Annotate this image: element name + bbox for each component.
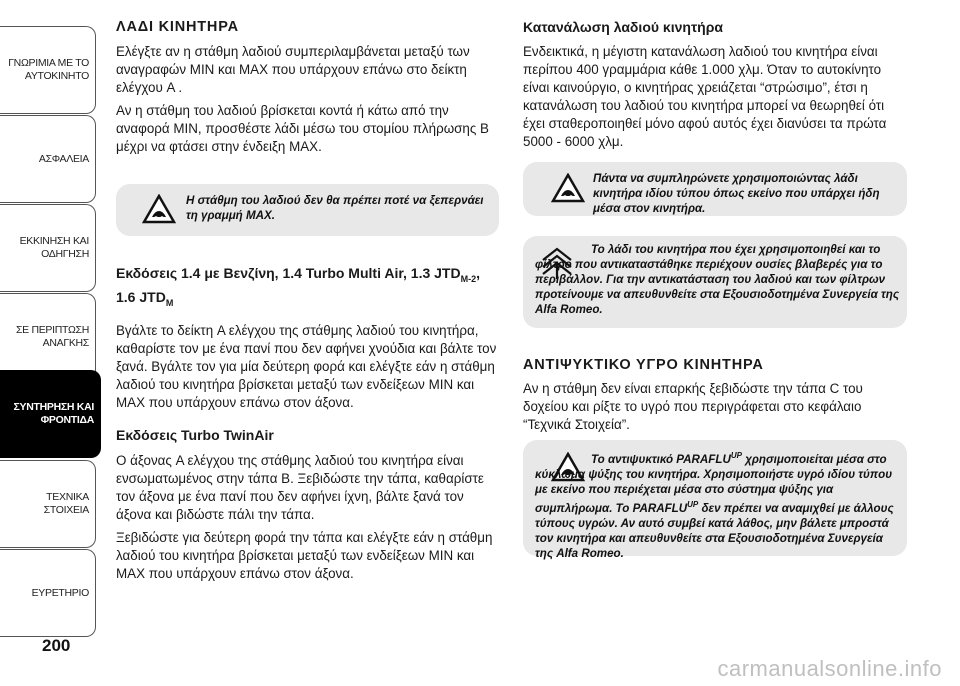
note-text: Η στάθμη του λαδιού δεν θα πρέπει ποτέ να ξεπερνάει τη γραμμή MAX.: [186, 194, 484, 222]
tab-getting-to-know[interactable]: [0, 26, 96, 114]
section-title-engine-oil: ΛΑΔΙ ΚΙΝΗΤΗΡΑ: [116, 19, 239, 35]
environment-note-used-oil: [523, 236, 907, 328]
superscript: UP: [687, 499, 699, 509]
paragraph: Ενδεικτικά, η μέγιστη κατανάλωση λαδιού του κινητήρα είναι περίπου 400 γραμμάρια κάθε 1.000 χλμ. Όταν το αυτοκίνητο είναι καινούργιο, ο κινητήρας χρειάζεται “στρώσιμο”, έτσι η κατανάλωση του λαδιού του κινητήρα μπορεί να θεωρηθεί ότι έχει σταθεροποιηθεί μόνο αφού αυτός έχει διανύσει τα πρώτα 5000 - 6000 χλμ.: [523, 44, 887, 149]
paragraph: Ο άξονας A ελέγχου της στάθμης λαδιού του κινητήρα είναι ενσωματωμένος στην τάπα B. Ξεβιδώστε την τάπα, καθαρίστε τον άξονα με ένα πανί που δεν αφήνει ίχνη, βάλτε ξανά τον άξονα και βιδώστε πάλι την τάπα.: [116, 452, 484, 522]
warning-triangle-icon: [551, 173, 585, 203]
note-text-part: Το αντιψυκτικό PARAFLU: [591, 452, 731, 466]
page-number: 200: [42, 636, 71, 655]
tab-emergency[interactable]: [0, 293, 96, 381]
subscript: M: [165, 297, 174, 308]
tab-label: ΣΕ ΠΕΡΙΠΤΩΣΗ ΑΝΑΓΚΗΣ: [15, 324, 89, 349]
left-column: [116, 18, 501, 161]
left-column-lower: [116, 264, 501, 588]
tab-label: ΤΕΧΝΙΚΑ ΣΤΟΙΧΕΙΑ: [43, 491, 89, 516]
tab-label: ΣΥΝΤΗΡΗΣΗ ΚΑΙ ΦΡΟΝΤΙΔΑ: [13, 401, 94, 426]
paragraph: Ξεβιδώστε για δεύτερη φορά την τάπα και ελέγξτε εάν η στάθμη λαδιού του κινητήρα βρίσκεται μεταξύ των ενδείξεων MIN και MAX που υπάρχουν επάνω στον άξονα.: [116, 529, 493, 581]
tab-label: ΕΥΡΕΤΗΡΙΟ: [31, 586, 89, 599]
tab-safety[interactable]: [0, 115, 96, 203]
note-text-part: δεν πρέπει να αναμιχθεί με άλλους τύπους υγρών. Αν αυτό συμβεί κατά λάθος, μην βάλετε μπροστά τον κινητήρα και απευθυνθείτε στα Εξουσιοδοτημένα Συνεργεία της Alfa Romeo.: [535, 501, 894, 560]
subheading-twinair: Εκδόσεις Turbo TwinAir: [116, 426, 274, 443]
paragraph: Αν η στάθμη δεν είναι επαρκής ξεβιδώστε την τάπα C του δοχείου και ρίξτε το υγρό που περιγράφεται στο κεφάλαιο “Τεχνικά Στοιχεία”.: [523, 381, 863, 432]
tab-maintenance[interactable]: [0, 370, 101, 458]
section-title-coolant: ΑΝΤΙΨΥΚΤΙΚΟ ΥΓΡΟ ΚΙΝΗΤΗΡΑ: [523, 357, 764, 373]
tab-label: ΑΣΦΑΛΕΙΑ: [38, 152, 89, 165]
subscript: M-2: [460, 273, 477, 284]
chapter-tabs: [0, 0, 102, 686]
note-text-part: χρησιμοποιείται μέσα στο κύκλωμα ψύξης του κινητήρα. Χρησιμοποιήστε υγρό ιδίου τύπου με εκείνο που περιέχεται μέσα στο σύστημα ψύξης για συμπλήρωμα. Το PARAFLU: [535, 452, 893, 515]
warning-triangle-icon: [142, 194, 176, 224]
right-column: [523, 18, 908, 156]
note-text: Το λάδι του κινητήρα που έχει χρησιμοποιηθεί και το φίλτρο που αντικαταστάθηκε περιέχουν ουσίες βλαβερές για το περιβάλλον. Για την αντικατάσταση του λαδιού και των φίλτρων προτείνουμε να απευθυνθείτε στα Εξουσιοδοτημένα Συνεργεία της Alfa Romeo.: [535, 243, 900, 316]
note-text: Πάντα να συμπληρώνετε χρησιμοποιώντας λάδι κινητήρα ιδίου τύπου όπως εκείνο που υπάρχει ήδη μέσα στον κινητήρα.: [593, 172, 880, 215]
superscript: UP: [730, 451, 742, 460]
subheading-petrol-diesel: [116, 264, 501, 312]
paragraph: Βγάλτε το δείκτη A ελέγχου της στάθμης λαδιού του κινητήρα, καθαρίστε τον με ένα πανί που δεν αφήνει χνούδια και βάλτε τον ξανά. Βγάλτε τον για μία δεύτερη φορά και ελέγξτε εάν η στάθμη λαδιού του κινητήρα βρίσκεται μεταξύ των ενδείξεων MIN και MAX που υπάρχουν επάνω στον άξονα.: [116, 322, 497, 410]
right-column-lower: [523, 356, 908, 439]
tab-index[interactable]: [0, 549, 96, 637]
watermark: carmanualsonline.info: [717, 656, 942, 681]
subheading-text: , 1.6 JTD: [116, 265, 480, 305]
warning-note-oil-level: [116, 184, 499, 236]
paragraph: Ελέγξτε αν η στάθμη λαδιού συμπεριλαμβάνεται μεταξύ των αναγραφών MIN και MAX που υπάρχουν επάνω στο δείκτη ελέγχου A .: [116, 44, 470, 95]
tab-technical-data[interactable]: [0, 460, 96, 548]
tab-label: ΓΝΩΡΙΜΙΑ ΜΕ ΤΟ ΑΥΤΟΚΙΝΗΤΟ: [8, 57, 89, 82]
note-text: [535, 448, 899, 561]
warning-note-same-oil: [523, 162, 907, 216]
subheading-text: Εκδόσεις 1.4 με Βενζίνη, 1.4 Turbo Multi Air, 1.3 JTD: [116, 265, 461, 281]
warning-note-paraflu: [523, 440, 907, 560]
paragraph: Αν η στάθμη του λαδιού βρίσκεται κοντά ή κάτω από την αναφορά MIN, προσθέστε λάδι μέσω του στομίου πλήρωσης B μέχρι να φτάσει στην ένδειξη MAX.: [116, 103, 489, 154]
subheading-oil-consumption: Κατανάλωση λαδιού κινητήρα: [523, 19, 724, 35]
tab-starting-driving[interactable]: [0, 204, 96, 292]
tab-label: ΕΚΚΙΝΗΣΗ ΚΑΙ ΟΔΗΓΗΣΗ: [19, 235, 89, 260]
